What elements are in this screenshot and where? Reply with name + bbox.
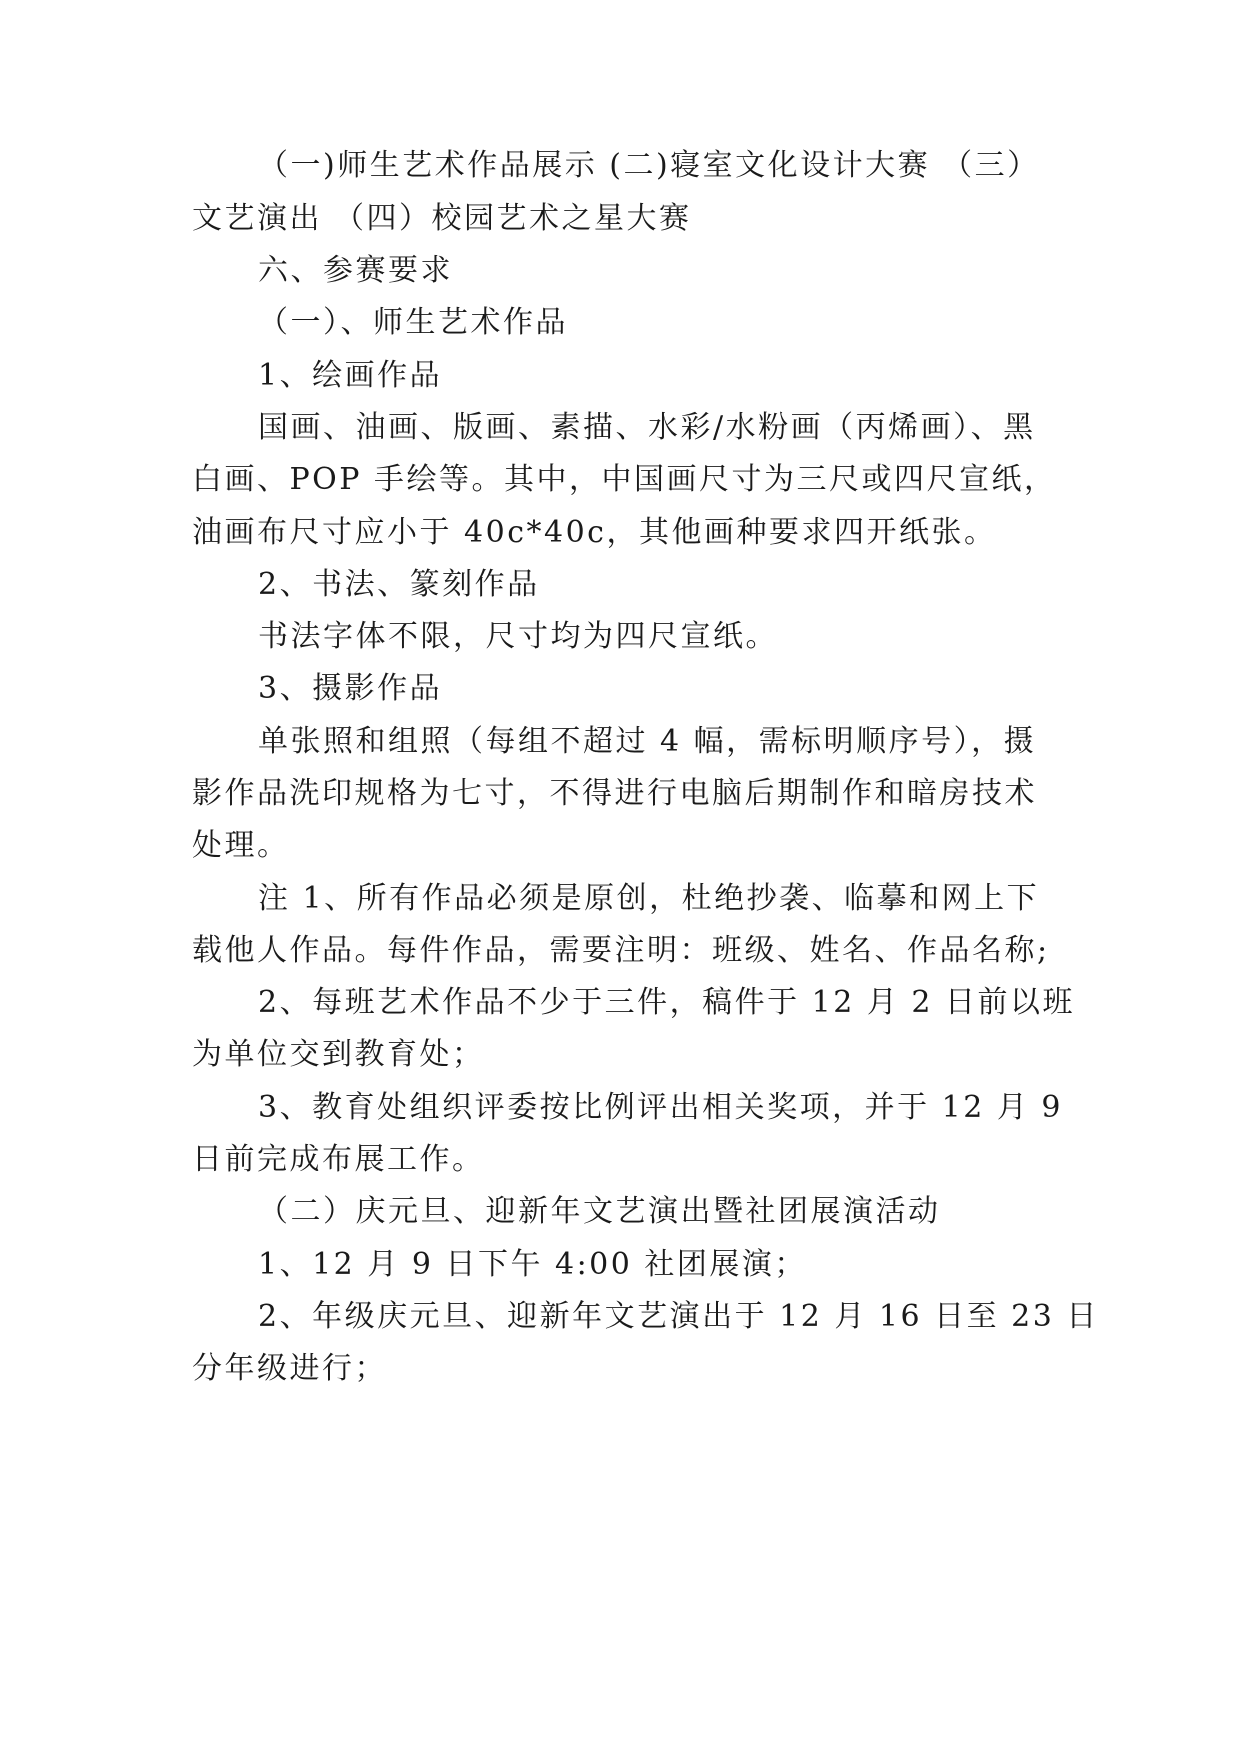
subsection-heading: （二）庆元旦、迎新年文艺演出暨社团展演活动 — [258, 1194, 941, 1229]
paragraph-line: 2、年级庆元旦、迎新年文艺演出于 12 月 16 日至 23 日 — [258, 1299, 1099, 1334]
note-line: 为单位交到教育处； — [192, 1037, 485, 1072]
paragraph-line: 白画、POP 手绘等。其中，中国画尺寸为三尺或四尺宣纸， — [192, 462, 1057, 497]
item-heading: 1、绘画作品 — [258, 358, 443, 393]
item-heading: 3、摄影作品 — [258, 671, 443, 706]
paragraph-line: 单张照和组照（每组不超过 4 幅，需标明顺序号），摄 — [258, 724, 1037, 759]
note-line: 注 1、所有作品必须是原创，杜绝抄袭、临摹和网上下 — [258, 881, 1040, 916]
note-line: 载他人作品。每件作品，需要注明：班级、姓名、作品名称; — [192, 933, 1050, 968]
note-line: 3、教育处组织评委按比例评出相关奖项，并于 12 月 9 — [258, 1090, 1063, 1125]
subsection-heading: （一）、师生艺术作品 — [258, 305, 568, 340]
paragraph-line: 处理。 — [192, 828, 290, 863]
paragraph-line: （一)师生艺术作品展示 (二)寝室文化设计大赛 （三） — [258, 148, 1040, 183]
paragraph-line: 书法字体不限，尺寸均为四尺宣纸。 — [258, 619, 778, 654]
paragraph-line: 油画布尺寸应小于 40c*40c，其他画种要求四开纸张。 — [192, 515, 997, 550]
section-heading: 六、参赛要求 — [258, 253, 453, 288]
paragraph-line: 1、12 月 9 日下午 4:00 社团展演； — [258, 1247, 807, 1282]
paragraph-line: 影作品洗印规格为七寸，不得进行电脑后期制作和暗房技术 — [192, 776, 1037, 811]
paragraph-line: 国画、油画、版画、素描、水彩/水粉画（丙烯画）、黑 — [258, 410, 1036, 445]
item-heading: 2、书法、篆刻作品 — [258, 567, 540, 602]
paragraph-line: 分年级进行； — [192, 1351, 387, 1386]
paragraph-line: 文艺演出 （四）校园艺术之星大赛 — [192, 201, 692, 236]
note-line: 日前完成布展工作。 — [192, 1142, 485, 1177]
note-line: 2、每班艺术作品不少于三件，稿件于 12 月 2 日前以班 — [258, 985, 1075, 1020]
